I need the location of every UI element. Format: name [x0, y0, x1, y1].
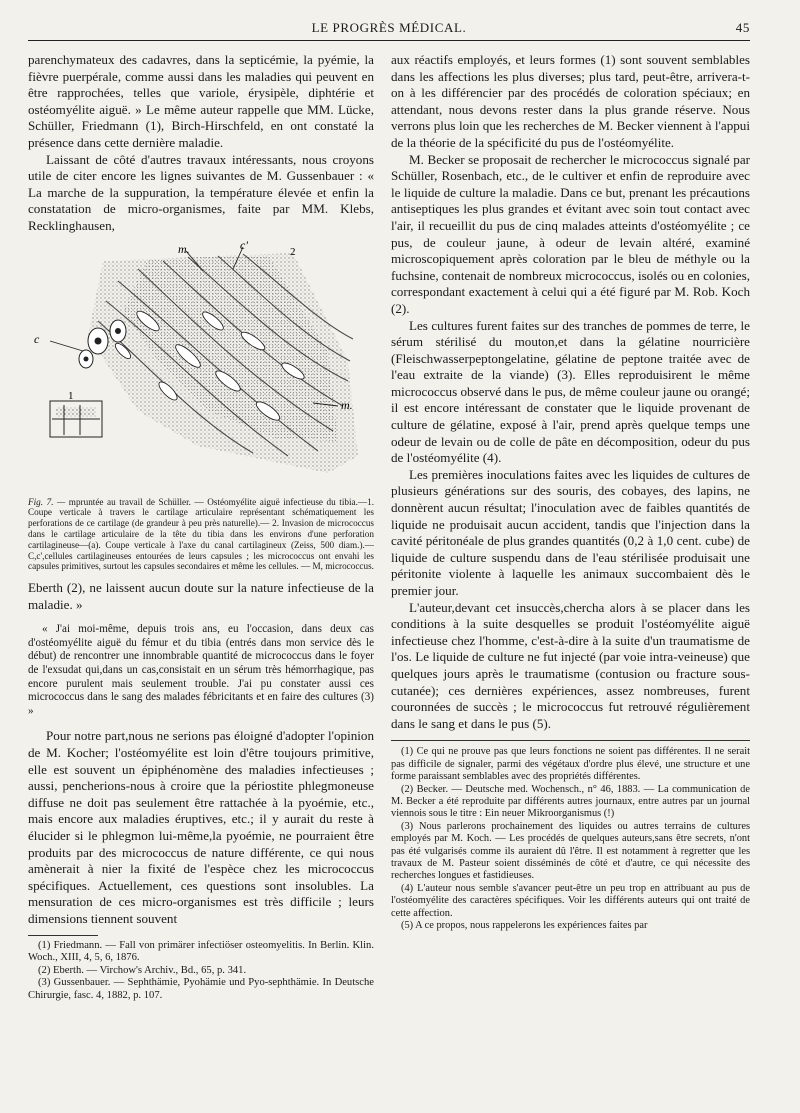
footnote-rule: [391, 740, 750, 741]
footnote: (3) Nous parlerons prochainement des liquides ou autres terrains de cultures employés par M. Koch. — Les procédés de quelques auteurs,sans être secrets, n'ont pas été vulgarisés comme ils auraient dû l'être. Il est notamment à regretter que les travaux de M. Pasteur soient disséminés de côté et d'autre, ce qui nécessite des recherches longues et fastidieuses.: [391, 820, 750, 882]
paragraph: parenchymateux des cadavres, dans la septicémie, la pyémie, la fièvre puerpérale, comme aussi dans les maladies qui peuvent en être rapprochées, telles que variole, érysipèle, diphtérie et ostéomyélite aiguë. » Le même auteur rappelle que MM. Lücke, Schüller, Friedmann (1), Birch-Hirschfeld, en ont constaté la présence dans cette dernière maladie.: [28, 52, 374, 150]
header-rule: [28, 40, 750, 41]
figure-label-2: 2: [290, 245, 296, 258]
caption-text: mpruntée au travail de Schüller. — Ostéomyélite aiguë infectieuse du tibia.—1. Coupe verticale à travers le cartilage articulaire représentant schématiquement les perforations de ce cartilage (de grandeur à peu près naturelle).— 2. Invasion de micrococcus dans le cartilage articulaire de la tête du tibia dans les environs d'une perforation cartilagineuse—(a). Coupe verticale à l'axe du canal cartilagineux (Zeiss, 500 diam.).—C,c',cellules cartilagineuses entourées de leurs capsules ; les micrococcus ont envahi les capsules primitives, surtout les capsules secondaires et même les cellules. — M, micrococcus.: [28, 496, 375, 572]
footnote: (5) A ce propos, nous rappelerons les expériences faites par: [401, 920, 648, 932]
paragraph: Eberth (2), ne laissent aucun doute sur la nature infectieuse de la maladie. »: [28, 580, 374, 612]
paragraph: Les premières inoculations faites avec les liquides de cultures de plusieurs générations sur des souris, des cobayes, des lapins, ne donnèrent aucun résultat; l'inoculation avec de faibles quantités de liquide ne produisait aucun accident, tandis que l'injection dans la cavité péritonéale de plus grandes quantités (0,2 à 1,0 cent. cube) de liquide de culture suspendu dans de l'eau stérilisée produisait une péritonite violente à laquelle les animaux succombaient dès le premier jour.: [391, 466, 750, 598]
page-number: 45: [735, 20, 750, 35]
figure-label-c-prime: c': [240, 240, 248, 252]
footnote: (4) L'auteur nous semble s'avancer peut-être un peu trop en attribuant au pus de l'ostéomyélite des caractères spécifiques. Voir les différents auteurs qui ont traité de cette affection.: [391, 882, 750, 919]
footnote: (1) Ce qui ne prouve pas que leurs fonctions ne soient pas différentes. Il ne serait pas difficile de signaler, parmi des végétaux d'ordre plus élevé, une structure et une forme paraissant semblables avec des propriétés différentes.: [391, 746, 750, 783]
footnote-rule: [28, 935, 98, 936]
paragraph: M. Becker se proposait de rechercher le micrococcus signalé par Schüller, Rosenbach, etc., de le cultiver et enfin de reproduire avec le liquide de culture la maladie. Dans ce but, prenant les précautions antiseptiques les plus grandes et évitant avec soin tout contact avec l'air, il recueillit du pus de cinq malades atteints d'ostéomyélite ; ce pus, de couleur jaune, à odeur de levain altéré, examiné microscopiquement après coloration par le bleu de méthyle ou la fuchsine, contenait de nombreux micrococcus, isolés ou en colonies, correspondant exactement à celui qui a été figuré par M. Rob. Koch (2).: [391, 151, 750, 316]
figure-number: Fig. 7. —: [28, 496, 66, 507]
figure-label-m-right: m.: [341, 397, 353, 412]
footnote: (1) Friedmann. — Fall von primärer infectiöser osteomyelitis. In Berlin. Klin. Woch., XIII, 4, 5, 6, 1876.: [28, 939, 374, 964]
right-column: [391, 52, 750, 932]
journal-title: LE PROGRÈS MÉDICAL.: [311, 20, 467, 35]
left-column: [28, 52, 374, 1003]
footnote: (2) Eberth. — Virchow's Archiv., Bd., 65, p. 341.: [38, 964, 247, 976]
quote-text: « J'ai moi-même, depuis trois ans, eu l'occasion, dans deux cas d'ostéomyélite aiguë du fémur et du tibia (entrés dans mon service dès le début) de rencontrer une innombrable quantité de micrococcus dans le foyer de l'exsudat qui,dans un cas,consistait en un sérum très hémorrhagique, pas encore purulent mais seulement trouble. J'ai pu constater aussi ces micrococcus dans le sang des malades fébricitants et en faire des cultures (3) »: [28, 623, 374, 717]
histology-illustration: [28, 241, 374, 493]
paragraph: L'auteur,devant cet insuccès,chercha alors à se placer dans les conditions à la suite desquelles se produit l'ostéomyélite aiguë infectieuse chez l'homme, c'est-à-dire à la suite d'un traumatisme de l'os. Le liquide de culture ne fut injecté (par voie intra-veineuse) que quelques jours après le traumatisme (contusion ou fracture sous-cutanée); ces dernières expériences, assez nombreuses, furent couronnées de succès ; le micrococcus fut retrouvé régulièrement dans le sang et dans le pus (5).: [391, 599, 750, 731]
paragraph: aux réactifs employés, et leurs formes (1) sont souvent semblables dans les affections les plus diverses; plus tard, peut-être, arrivera-t-on à les différencier par des procédés de coloration spéciaux; en attendant, nous devons rester dans la plus grande réserve. Nous verrons plus loin que les recherches de M. Becker viennent à l'appui de la théorie de la spécificité du pus de l'ostéomyélite.: [391, 52, 750, 150]
figure-label-1: 1: [68, 389, 74, 402]
footnotes: [28, 940, 374, 1003]
running-header: [28, 20, 750, 38]
footnote: (2) Becker. — Deutsche med. Wochensch., n° 46, 1883. — La communication de M. Becker a été reproduite par différents autres journaux, entre autres par un journal viennois sous le titre : Ein neuer Mikroorganismus (!): [391, 783, 750, 820]
footnotes: [391, 746, 750, 932]
block-quote: [28, 623, 374, 718]
paragraph: Pour notre part,nous ne serions pas éloigné d'adopter l'opinion de M. Kocher; l'ostéomyélite est loin d'être toujours primitive, elle est souvent un épiphénomène des maladies infectieuses ; aussi, pencherions-nous à croire que la périostite phlegmoneuse diffuse ne doit pas seulement être rattachée à la pyoémie, etc., mais encore aux maladies éruptives, etc.; il y aurait du reste à élucider si le phlegmon lui-même,la pyoémie, ne pourraient être produits par des micrococcus de nature différente, ce qui nous amènerait à nier la fixité de l'espèce chez les micrococcus spécifiques. Actuellement, ces questions sont insolubles. La mensuration de ces micro-organismes est très difficile ; leurs dimensions tiennent souvent: [28, 728, 374, 926]
figure-label-c: c: [34, 331, 40, 346]
paragraph: Laissant de côté d'autres travaux intéressants, nous croyons utile de citer encore les lignes suivantes de M. Gussenbauer : « La marche de la suppuration, la température élevée et enfin la constatation de micro-organismes, faite par MM. Klebs, Recklinghausen,: [28, 151, 374, 233]
figure-7: [28, 241, 374, 493]
figure-label-m: m.: [178, 241, 190, 256]
figure-caption: [28, 497, 374, 573]
paragraph: Les cultures furent faites sur des tranches de pommes de terre, le sérum stérilisé du mouton,et dans la gélatine nourricière (Fleischwasserpeptongelatine, gélatine de peptone traitée avec de l'eau extraite de la viande) (3). Elles reproduisirent le même micrococcus observé dans le pus, de même couleur jaune ou orangé; il est encore intéressant de constater que le liquide provenant de culture de gélatine, exposé à l'air, prend après quelque temps une odeur de levain ou de colle de pâte en décomposition, odeur du pus de l'ostéomyélite (4).: [391, 317, 750, 466]
footnote: (3) Gussenbauer. — Sephthämie, Pyohämie und Pyo-sephthämie. In Deutsche Chirurgie, fasc. 4, 1882, p. 107.: [28, 977, 374, 1001]
